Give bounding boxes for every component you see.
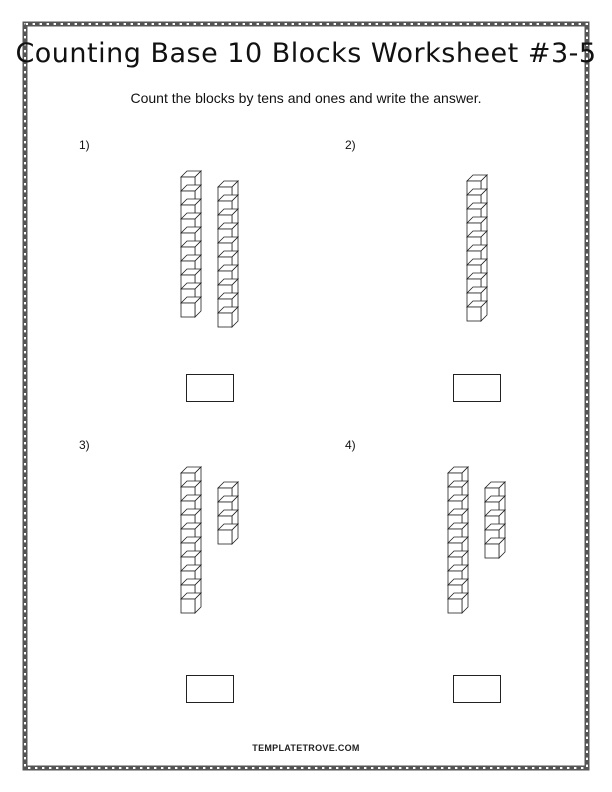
footer-brand: TEMPLATETROVE.COM xyxy=(252,743,360,753)
instructions: Count the blocks by tens and ones and write the answer. xyxy=(130,90,482,106)
problem-1-number: 1) xyxy=(79,138,90,152)
problem-3-answer-box[interactable] xyxy=(186,675,234,703)
problem-2-number: 2) xyxy=(345,138,356,152)
problem-4-answer-box[interactable] xyxy=(453,675,501,703)
worksheet-title: Counting Base 10 Blocks Worksheet #3-5 xyxy=(15,38,597,69)
problem-1-answer-box[interactable] xyxy=(186,374,234,402)
problem-4-number: 4) xyxy=(345,438,356,452)
problem-2-answer-box[interactable] xyxy=(453,374,501,402)
problem-3-number: 3) xyxy=(79,438,90,452)
